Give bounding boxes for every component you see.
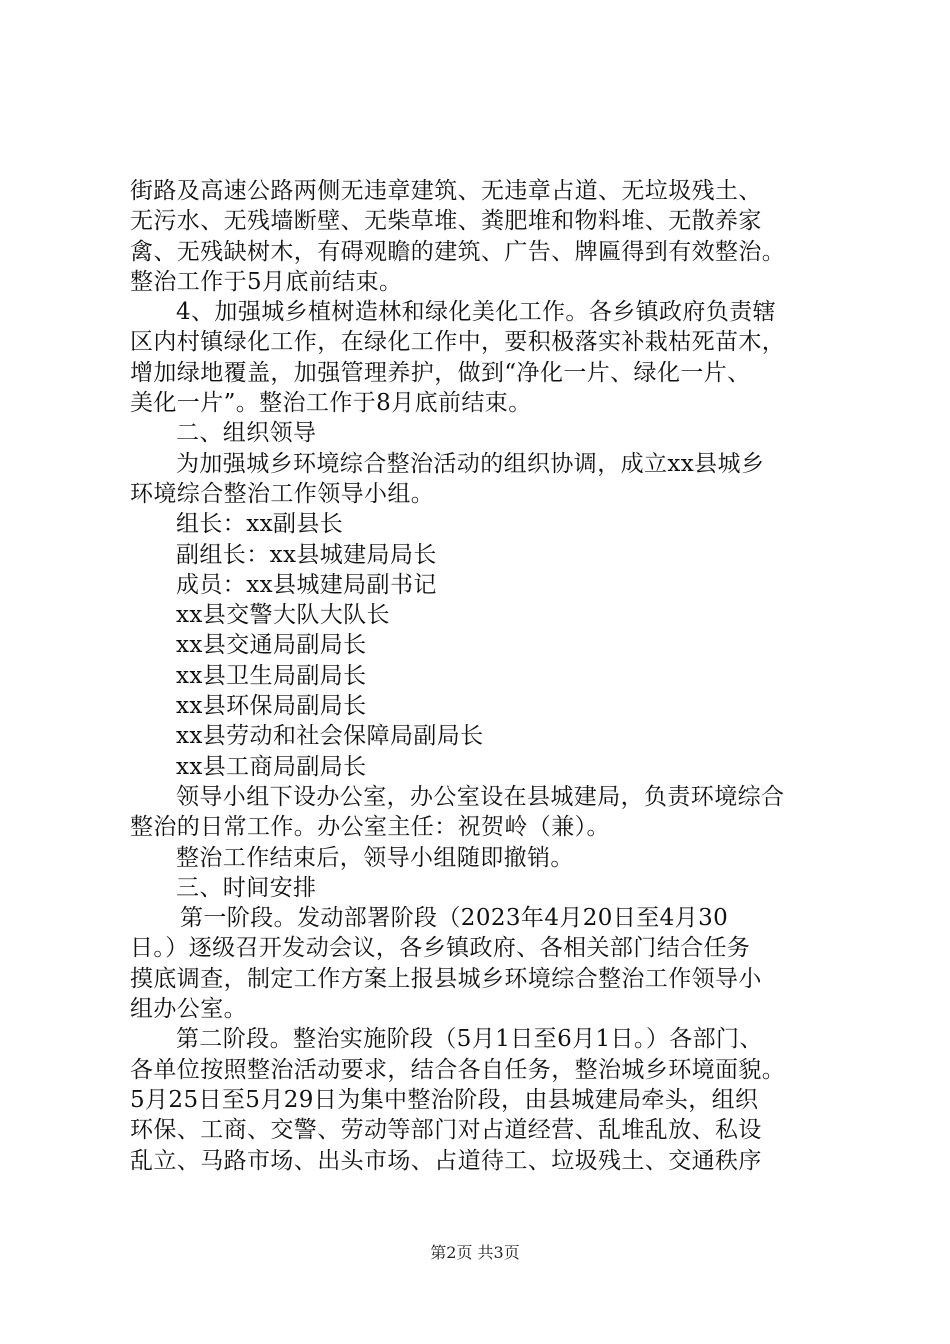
- text-line: 环境综合整治工作领导小组。: [130, 480, 435, 507]
- text-line: 区内村镇绿化工作，在绿化工作中，要积极落实补栽枯死苗木，: [130, 329, 786, 356]
- text-line: 摸底调查，制定工作方案上报县城乡环境综合整治工作领导小: [130, 965, 762, 992]
- section-heading: 三、时间安排: [176, 874, 317, 901]
- text-line: 整治的日常工作。办公室主任：祝贺岭（兼）。: [130, 814, 610, 841]
- text-line: 成员：xx县城建局副书记: [176, 571, 437, 598]
- text-line: xx县工商局副局长: [176, 753, 367, 780]
- text-line: 日。）逐级召开发动会议，各乡镇政府、各相关部门结合任务: [130, 935, 751, 962]
- text-line: 乱立、马路市场、出头市场、占道待工、垃圾残土、交通秩序: [130, 1147, 762, 1174]
- text-line: 整治工作于5月底前结束。: [130, 268, 403, 295]
- page-number-footer: 第2页 共3页: [430, 1243, 520, 1262]
- text-line: xx县交警大队大队长: [176, 602, 390, 629]
- text-line: 美化一片”。整治工作于8月底前结束。: [130, 390, 532, 417]
- text-line: 副组长：xx县城建局局长: [176, 541, 437, 568]
- text-line: 街路及高速公路两侧无违章建筑、无违章占道、无垃圾残土、: [130, 178, 762, 204]
- text-line: 为加强城乡环境综合整治活动的组织协调，成立xx县城乡: [176, 450, 765, 477]
- text-line: 各单位按照整治活动要求，结合各自任务，整治城乡环境面貌。: [130, 1056, 786, 1083]
- text-line: 禽、无残缺树木，有碍观瞻的建筑、广告、牌匾得到有效整治。: [130, 238, 786, 265]
- text-line: xx县交通局副局长: [176, 632, 367, 659]
- text-line: 组办公室。: [130, 996, 247, 1023]
- text-line: 整治工作结束后，领导小组随即撤销。: [176, 844, 574, 871]
- document-body: [130, 176, 835, 1176]
- text-line: xx县劳动和社会保障局副局长: [176, 723, 484, 750]
- text-line: 环保、工商、交警、劳动等部门对占道经营、乱堆乱放、私设: [130, 1117, 762, 1144]
- text-line: 第一阶段。发动部署阶段（2023年4月20日至4月30: [180, 905, 729, 932]
- text-line: xx县环保局副局长: [176, 693, 367, 720]
- section-heading: 二、组织领导: [176, 420, 317, 447]
- text-line: 5月25日至5月29日为集中整治阶段，由县城建局牵头，组织: [130, 1086, 759, 1113]
- text-line: xx县卫生局副局长: [176, 662, 367, 689]
- text-line: 4、加强城乡植树造林和绿化美化工作。各乡镇政府负责辖: [176, 299, 777, 326]
- text-line: 第二阶段。整治实施阶段（5月1日至6月1日。）各部门、: [176, 1026, 763, 1053]
- text-line: 无污水、无残墙断壁、无柴草堆、粪肥堆和物料堆、无散养家: [130, 208, 762, 235]
- text-line: 领导小组下设办公室，办公室设在县城建局，负责环境综合: [176, 783, 785, 810]
- text-line: 增加绿地覆盖，加强管理养护，做到“净化一片、绿化一片、: [130, 359, 751, 386]
- text-line: 组长：xx副县长: [176, 511, 344, 538]
